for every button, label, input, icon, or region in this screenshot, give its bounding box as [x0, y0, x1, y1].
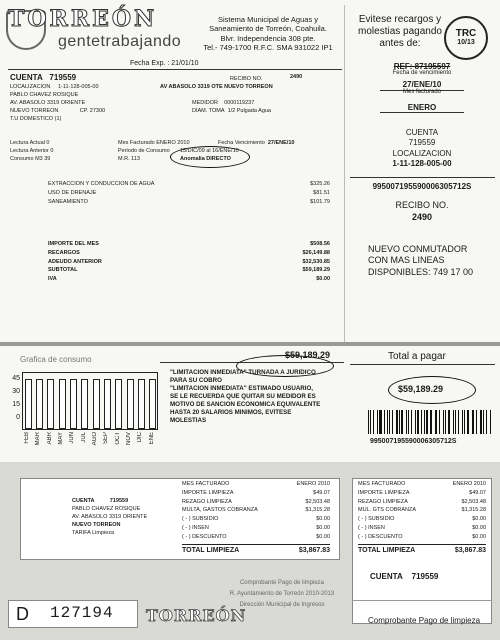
barcode-stripe: [473, 410, 474, 434]
barcode-stripe: [399, 410, 400, 434]
barcode-stripe: [408, 410, 409, 434]
x-tick-label: SEP: [103, 432, 110, 445]
barcode-stripe: [401, 410, 403, 434]
fecha-venc-label: Fecha de vencimiento: [392, 70, 452, 76]
x-tick-label: JUL: [80, 432, 87, 443]
folio-number: 127194: [50, 604, 114, 622]
barcode-stripe: [421, 410, 422, 434]
y-tick: 0: [16, 414, 20, 421]
table-row: SANEAMIENTO $101.79: [48, 198, 330, 205]
barcode-stripe: [439, 410, 440, 434]
table-row: MUL. GTS COBRANZA $1,315.28: [358, 507, 486, 514]
trc-badge: TRC 10/13: [444, 16, 488, 60]
chart-bar: [115, 379, 122, 429]
fecha-expedicion: Fecha Exp. : 21/01/10: [130, 60, 199, 67]
chart-bar: [47, 379, 54, 429]
limpieza-table-left: MES FACTURADO ENERO 2010 IMPORTE LIMPIEZA $49.07 REZAGO LIMPIEZA $2,503.48 MULTA, GASTOS COBRANZA $1,315.28 ( - ) SUBSIDIO $0.00 ( - ) INSEN $0.00 ( - ) DESCUENTO $0.00 TOTAL LIMPIEZA $3,867.83: [182, 480, 330, 556]
logo-gentetrabajando: gentetrabajando: [58, 33, 182, 50]
readings-middle: Mes Facturado ENERO 2010 Periodo de Consumo M.R. 113: [118, 140, 190, 162]
table-row: IMPORTE LIMPIEZA $49.07: [358, 489, 486, 496]
total-row: TOTAL LIMPIEZA $3,867.83: [182, 544, 330, 556]
barcode-stripe: [435, 410, 436, 434]
cuenta-row: CUENTA 719559: [10, 73, 77, 82]
x-tick-label: FEB: [24, 432, 30, 444]
barcode-stripe: [453, 410, 454, 434]
y-tick: 30: [12, 388, 20, 395]
x-axis-labels: [22, 432, 158, 458]
rule: [352, 600, 492, 601]
service-address: AV ABASOLO 3319 OTE NUEVO TORREON: [160, 84, 273, 90]
barcode-stripe: [368, 410, 369, 434]
readings-left: Lectura Actual 0 Lectura Anterior 0 Consumo M3 39: [10, 140, 54, 162]
barcode-stripe: [480, 410, 482, 434]
table-row: ( - ) DESCUENTO $0.00: [358, 533, 486, 540]
right-account: CUENTA 719559 LOCALIZACION 1-11-128-005-00: [392, 128, 452, 169]
barcode-stripe: [392, 410, 393, 434]
chart-bar: [127, 379, 134, 429]
legal-notice: "LIMITACION INMEDIATA" TURNADA A JURIDICO PARA SU COBRO "LIMITACION INMEDIATA" ESTIMADO USUARIO, SE LE RECUERDA QUE QUITAR SU MEDIDOR ES MOTIVO DE SANCION ECONOMICA EQUIVALENTE HASTA 20 SALARIOS MINIMOS, EVITESE MOLESTIAS: [170, 369, 321, 425]
meter-info: MEDIDOR 0000119237 DIAM. TOMA 1/2 Pulgada Agua: [192, 100, 271, 114]
summary-table: [48, 240, 330, 284]
table-row: ( - ) SUBSIDIO $0.00: [358, 516, 486, 523]
barcode-stripe: [430, 410, 431, 434]
barcode-stripe: [448, 410, 450, 434]
chart-bar: [70, 379, 77, 429]
limpieza-account: CUENTA 719559 PABLO CHAVEZ ROSIQUE AV. ABASOLO 3319 ORIENTE NUEVO TORREON TARIFA Limpieza: [72, 498, 148, 536]
consumption-chart: [22, 372, 158, 430]
services-table: [48, 180, 330, 206]
table-row: MULTA, GASTOS COBRANZA $1,315.28: [182, 507, 330, 514]
barcode-stripe: [486, 410, 487, 434]
column-divider: [344, 5, 345, 345]
barcode-stripe: [389, 410, 390, 434]
rule: [350, 364, 495, 365]
graph-title: Grafica de consumo: [20, 355, 92, 364]
barcode-stripe: [436, 410, 437, 434]
x-tick-label: MAR: [35, 432, 42, 446]
footer-logo: TORREÓN: [146, 606, 247, 625]
conmutador-notice: NUEVO CONMUTADOR CON MAS LINEAS DISPONIBLES: 749 17 00: [368, 244, 474, 277]
due-notice: Evitese recargos y molestias pagando antes de:: [358, 14, 442, 49]
logo-torreon: TORREÓN: [8, 6, 158, 32]
recibo-label: RECIBO NO.: [230, 76, 263, 82]
limpieza-cuenta: CUENTA 719559: [370, 572, 439, 581]
separator-band: [0, 342, 500, 346]
header-rule: [8, 69, 342, 70]
x-tick-label: JUN: [69, 432, 76, 444]
fecha-venc-value: 27/ENE/10: [402, 80, 442, 89]
x-tick-label: NOV: [126, 432, 132, 446]
barcode-stripe: [467, 410, 468, 434]
barcode-stripe: [396, 410, 397, 434]
x-tick-label: ENE: [148, 432, 155, 445]
ref-barcode-number: 995007195590006305712S: [372, 182, 472, 191]
chart-bar: [36, 379, 43, 429]
limpieza-footer: Comprobante Pago de limpieza: [368, 616, 481, 625]
barcode-stripe: [406, 410, 407, 434]
y-tick: 15: [12, 401, 20, 408]
barcode-stripe: [379, 410, 381, 434]
mes-facturado-label: Mes facturado: [402, 89, 442, 95]
rule: [380, 112, 464, 113]
barcode-stripe: [476, 410, 477, 434]
table-row: REZAGO LIMPIEZA $2,503.48: [182, 498, 330, 505]
anomalia: Anomalia DIRECTO: [180, 156, 231, 162]
barcode-stripe: [472, 410, 473, 434]
barcode-stripe: [462, 410, 463, 434]
payment-barcode: [368, 410, 492, 434]
y-tick: 45: [12, 375, 20, 382]
payment-stamp: Comprobante Pago de limpieza R. Ayuntamiento de Torreón 2010-2013 Dirección Municipal de Ingresos: [229, 580, 335, 608]
barcode-number: 995007195590006305712S: [370, 438, 457, 445]
barcode-stripe: [443, 410, 444, 434]
chart-bar: [59, 379, 66, 429]
table-row: EXTRACCION Y CONDUCCION DE AGUA $325.26: [48, 181, 330, 187]
barcode-stripe: [417, 410, 418, 434]
barcode-stripe: [411, 410, 412, 434]
table-row: ( - ) INSEN $0.00: [182, 524, 330, 531]
limpieza-table-right: MES FACTURADO ENERO 2010 IMPORTE LIMPIEZA $49.07 REZAGO LIMPIEZA $2,503.48 MUL. GTS COBRANZA $1,315.28 ( - ) SUBSIDIO $0.00 ( - ) INSEN $0.00 ( - ) DESCUENTO $0.00 TOTAL LIMPIEZA $3,867.83: [358, 480, 486, 556]
table-row: ( - ) INSEN $0.00: [358, 524, 486, 531]
barcode-stripe: [424, 410, 425, 434]
x-tick-label: ABR: [46, 432, 53, 445]
chart-bar: [81, 379, 88, 429]
table-row: ( - ) DESCUENTO $0.00: [182, 533, 330, 540]
chart-bar: [25, 379, 32, 429]
table-row: IMPORTE DEL MES $508.56: [48, 241, 330, 247]
right-recibo: RECIBO NO. 2490: [395, 200, 449, 222]
barcode-stripe: [384, 410, 385, 434]
chart-bar: [104, 379, 111, 429]
total-amount: $59,189.29: [285, 350, 331, 360]
barcode-stripe: [455, 410, 456, 434]
x-tick-label: AGO: [92, 432, 98, 446]
ref-number: REF: 87195597: [393, 62, 451, 71]
y-axis-ticks: [4, 372, 20, 424]
chart-bar: [93, 379, 100, 429]
barcode-stripe: [490, 410, 491, 434]
barcode-stripe: [373, 410, 374, 434]
x-tick-label: MAY: [58, 432, 64, 445]
total-label: Total a pagar: [388, 351, 446, 362]
municipal-info: Sistema Municipal de Aguas y Saneamiento de Torreón, Coahuila. Blvr. Independencia 308 pte. Tel.- 749-1700 R.F.C. SMA 931022 IP1: [203, 15, 333, 53]
account-details: LOCALIZACION 1-11-128-005-00 PABLO CHAVEZ ROSIQUE AV. ABASOLO 3319 ORIENTE NUEVO TORREON CP. 27300 T.U DOMESTICO (1): [10, 84, 106, 122]
barcode-stripe: [370, 410, 371, 434]
barcode-stripe: [387, 410, 388, 434]
table-row: IMPORTE LIMPIEZA $49.07: [182, 489, 330, 496]
barcode-stripe: [464, 410, 465, 434]
chart-bar: [149, 379, 156, 429]
table-row: USO DE DRENAJE $81.51: [48, 189, 330, 196]
x-tick-label: OCT: [114, 432, 121, 445]
barcode-stripe: [445, 410, 446, 434]
barcode-stripe: [377, 410, 378, 434]
fecha-vencimiento: Fecha Vencimiento 27/ENE/10: [218, 140, 295, 146]
total-row: TOTAL LIMPIEZA $3,867.83: [358, 544, 486, 556]
right-total-amount: $59,189.29: [398, 384, 444, 394]
barcode-stripe: [426, 410, 428, 434]
barcode-stripe: [483, 410, 484, 434]
folio-letter: D: [16, 604, 29, 624]
table-row: SUBTOTAL $59,189.29: [48, 267, 330, 274]
rule: [350, 177, 495, 178]
table-row: IVA $0.00: [48, 276, 330, 283]
barcode-stripe: [458, 410, 459, 434]
periodo-value: 15/DIC/09 al 16/ENE/10: [180, 148, 239, 154]
recibo-number: 2490: [290, 74, 303, 80]
table-row: ADEUDO ANTERIOR $32,530.85: [48, 258, 330, 265]
table-row: RECARGOS $26,149.88: [48, 249, 330, 256]
barcode-stripe: [415, 410, 416, 434]
table-row: REZAGO LIMPIEZA $2,503.48: [358, 498, 486, 505]
mes-value: ENERO: [407, 103, 437, 112]
chart-bar: [138, 379, 145, 429]
table-row: ( - ) SUBSIDIO $0.00: [182, 516, 330, 523]
x-tick-label: DIC: [137, 432, 144, 443]
